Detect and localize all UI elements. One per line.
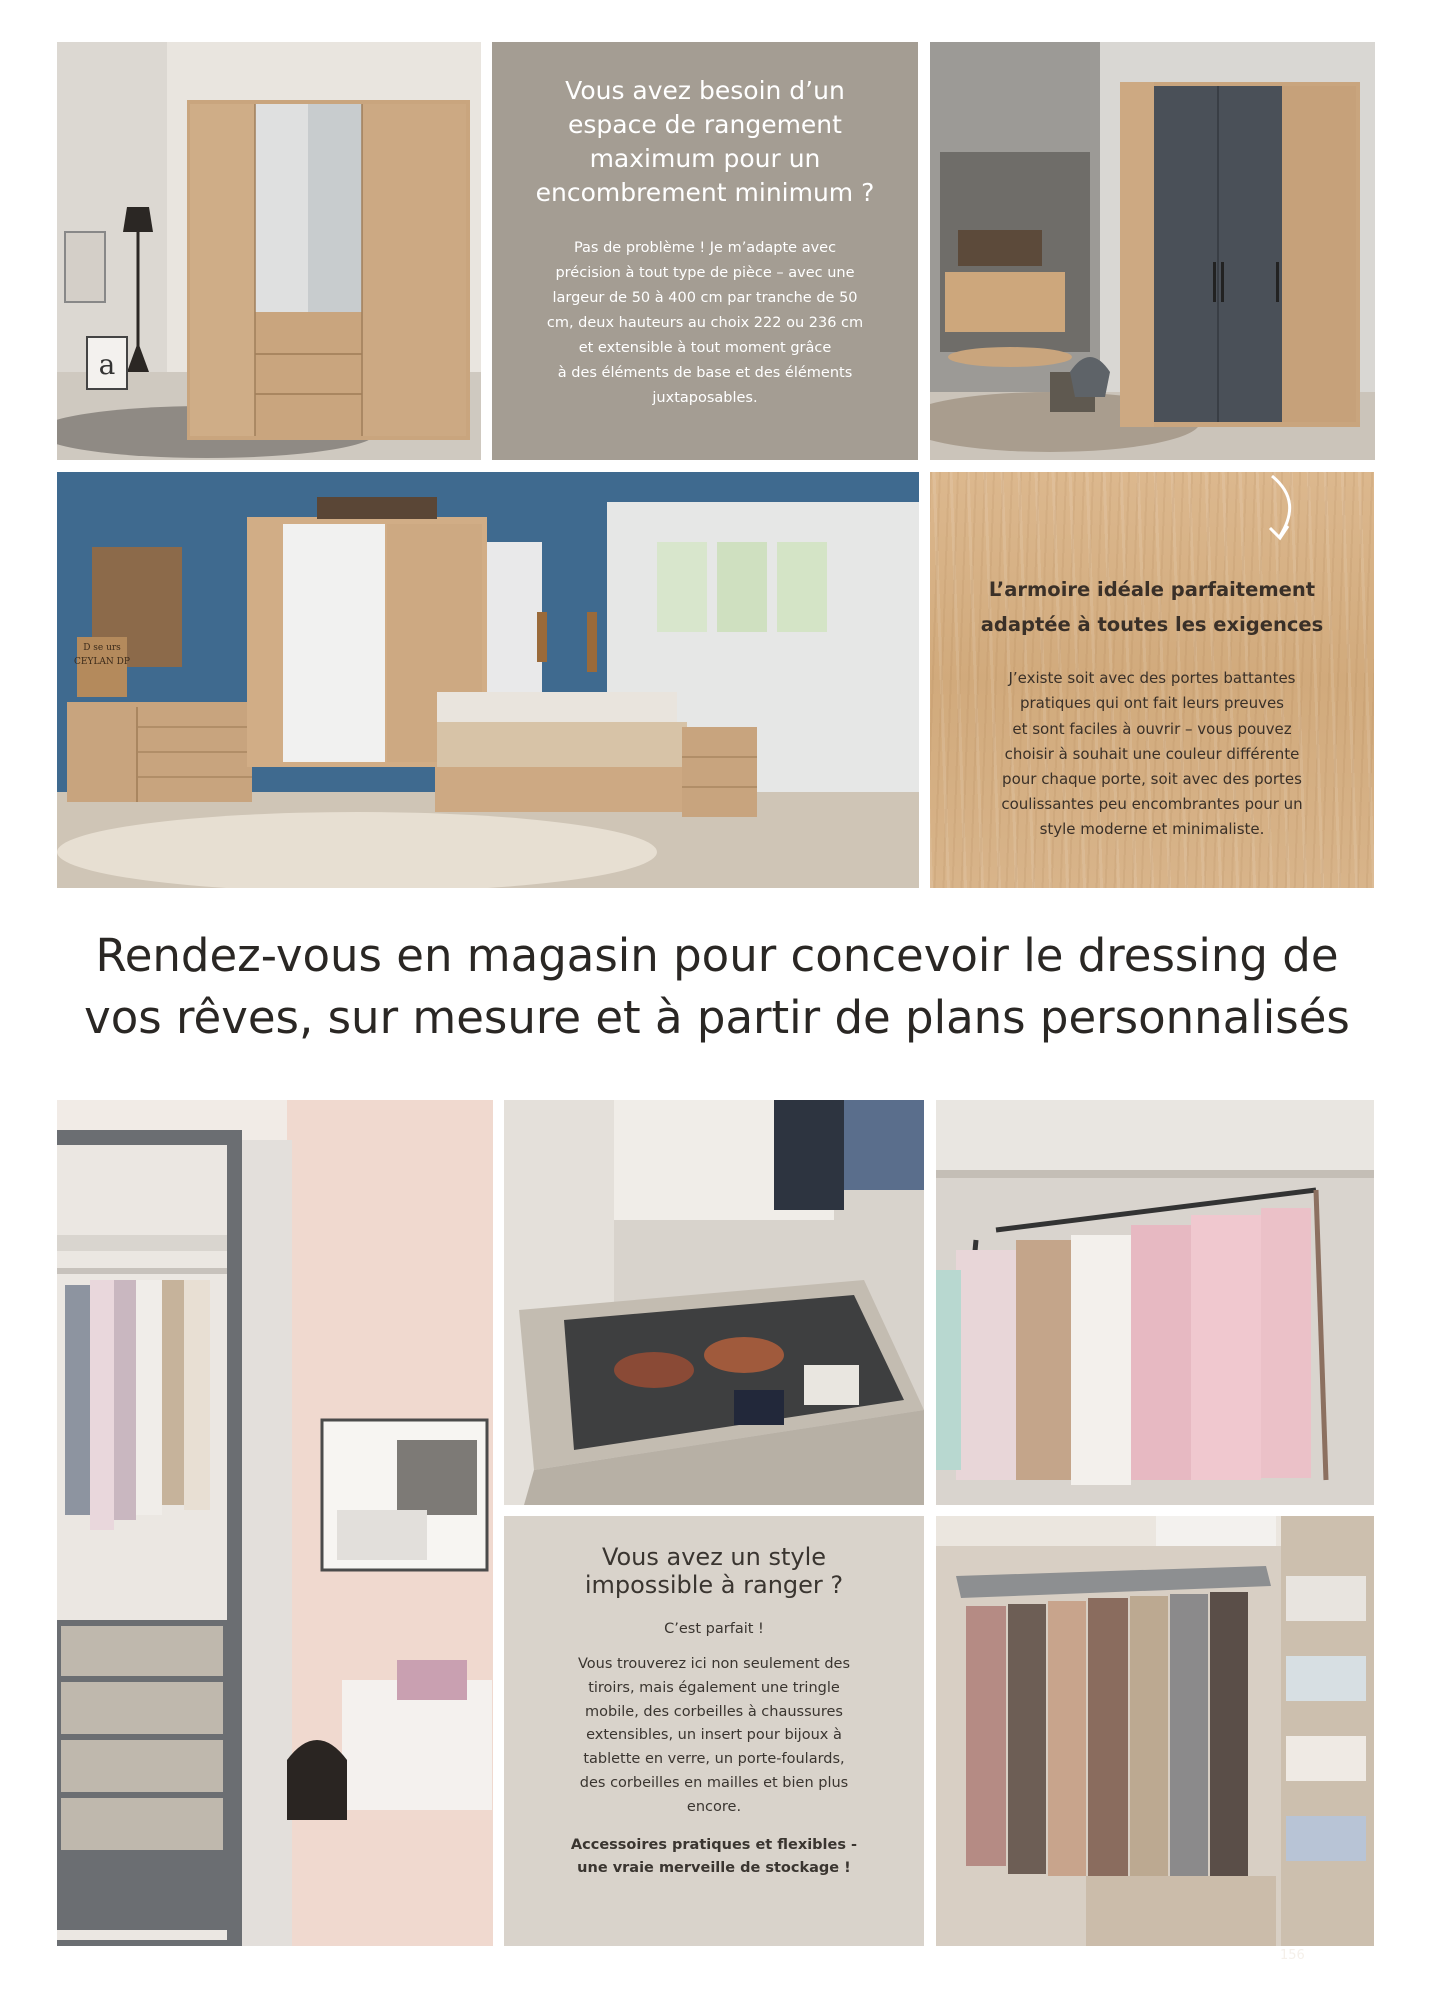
wardrobe-body-line: J’existe soit avec des portes battantes xyxy=(1008,669,1296,688)
storage-title-line: Vous avez besoin d’un xyxy=(565,76,845,105)
wardrobe-mirror-photo xyxy=(57,42,481,460)
style-closing-line: une vraie merveille de stockage ! xyxy=(577,1859,851,1876)
storage-info-panel xyxy=(492,42,918,460)
style-closing-line: Accessoires pratiques et flexibles - xyxy=(570,1836,858,1853)
storage-body-line: cm, deux hauteurs au choix 222 ou 236 cm xyxy=(546,314,864,331)
storage-body-line: précision à tout type de pièce – avec une xyxy=(555,264,855,281)
storage-body-line: largeur de 50 à 400 cm par tranche de 50 xyxy=(552,289,858,306)
wardrobe-title-line: adaptée à toutes les exigences xyxy=(980,613,1324,637)
style-body-line: mobile, des corbeilles à chaussures xyxy=(585,1703,843,1720)
bedroom-photo xyxy=(57,472,919,888)
style-body-line: extensibles, un insert pour bijoux à xyxy=(586,1727,842,1744)
store-visit-headline xyxy=(60,925,1374,1049)
wardrobe-body-line: pratiques qui ont fait leurs preuves xyxy=(1019,694,1284,713)
open-wardrobe-photo xyxy=(57,1100,493,1946)
storage-body-line: juxtaposables. xyxy=(652,389,758,406)
storage-title-line: espace de rangement xyxy=(568,110,842,139)
wardrobe-body-line: et sont faciles à ouvrir – vous pouvez xyxy=(1012,719,1292,738)
storage-body xyxy=(547,236,863,411)
wardrobe-body-line: style moderne et minimaliste. xyxy=(1039,820,1265,839)
curved-arrow-icon xyxy=(1260,474,1300,544)
headline-line-2: vos rêves, sur mesure et à partir de plans personnalisés xyxy=(84,991,1350,1044)
crate-label-2: CEYLAN DP xyxy=(74,657,130,667)
storage-body-line: à des éléments de base et des éléments xyxy=(557,364,853,381)
style-body-line: encore. xyxy=(686,1798,742,1815)
style-title xyxy=(585,1544,843,1599)
storage-title xyxy=(536,74,875,210)
style-info-panel xyxy=(504,1516,924,1946)
page-number: 156 xyxy=(1280,1948,1305,1963)
style-body-line: des corbeilles en mailles et bien plus xyxy=(579,1775,849,1792)
drawer-accessories-photo xyxy=(504,1100,924,1505)
storage-title-line: maximum pour un xyxy=(589,144,821,173)
storage-title-line: encombrement minimum ? xyxy=(535,178,875,207)
wardrobe-body xyxy=(1001,666,1302,842)
wardrobe-title xyxy=(981,572,1324,642)
wardrobe-title-line: L’armoire idéale parfaitement xyxy=(988,578,1316,601)
style-body-line: tablette en verre, un porte-foulards, xyxy=(583,1751,845,1768)
wardrobe-body-line: choisir à souhait une couleur différente xyxy=(1004,744,1300,763)
storage-body-line: et extensible à tout moment grâce xyxy=(578,339,832,356)
clothes-rail-photo xyxy=(936,1100,1374,1505)
crate-label-1: D se urs xyxy=(83,643,121,653)
style-body-line: tiroirs, mais également une tringle xyxy=(588,1679,840,1696)
style-title-line: Vous avez un style xyxy=(601,1543,827,1571)
style-body xyxy=(578,1653,850,1819)
wardrobe-info-panel xyxy=(930,472,1374,888)
wardrobe-body-line: coulissantes peu encombrantes pour un xyxy=(1001,795,1303,814)
anthracite-wardrobe-photo xyxy=(930,42,1375,460)
style-lead: C’est parfait ! xyxy=(664,1621,764,1638)
trouser-rack-photo xyxy=(936,1516,1374,1946)
style-closing xyxy=(571,1834,857,1880)
style-title-line: impossible à ranger ? xyxy=(584,1570,844,1599)
poster-letter: a xyxy=(98,348,116,381)
wardrobe-body-line: pour chaque porte, soit avec des portes xyxy=(1002,769,1302,788)
headline-line-1: Rendez-vous en magasin pour concevoir le dressing de xyxy=(95,929,1339,982)
style-body-line: Vous trouverez ici non seulement des xyxy=(577,1656,851,1673)
storage-body-line: Pas de problème ! Je m’adapte avec xyxy=(573,240,837,256)
